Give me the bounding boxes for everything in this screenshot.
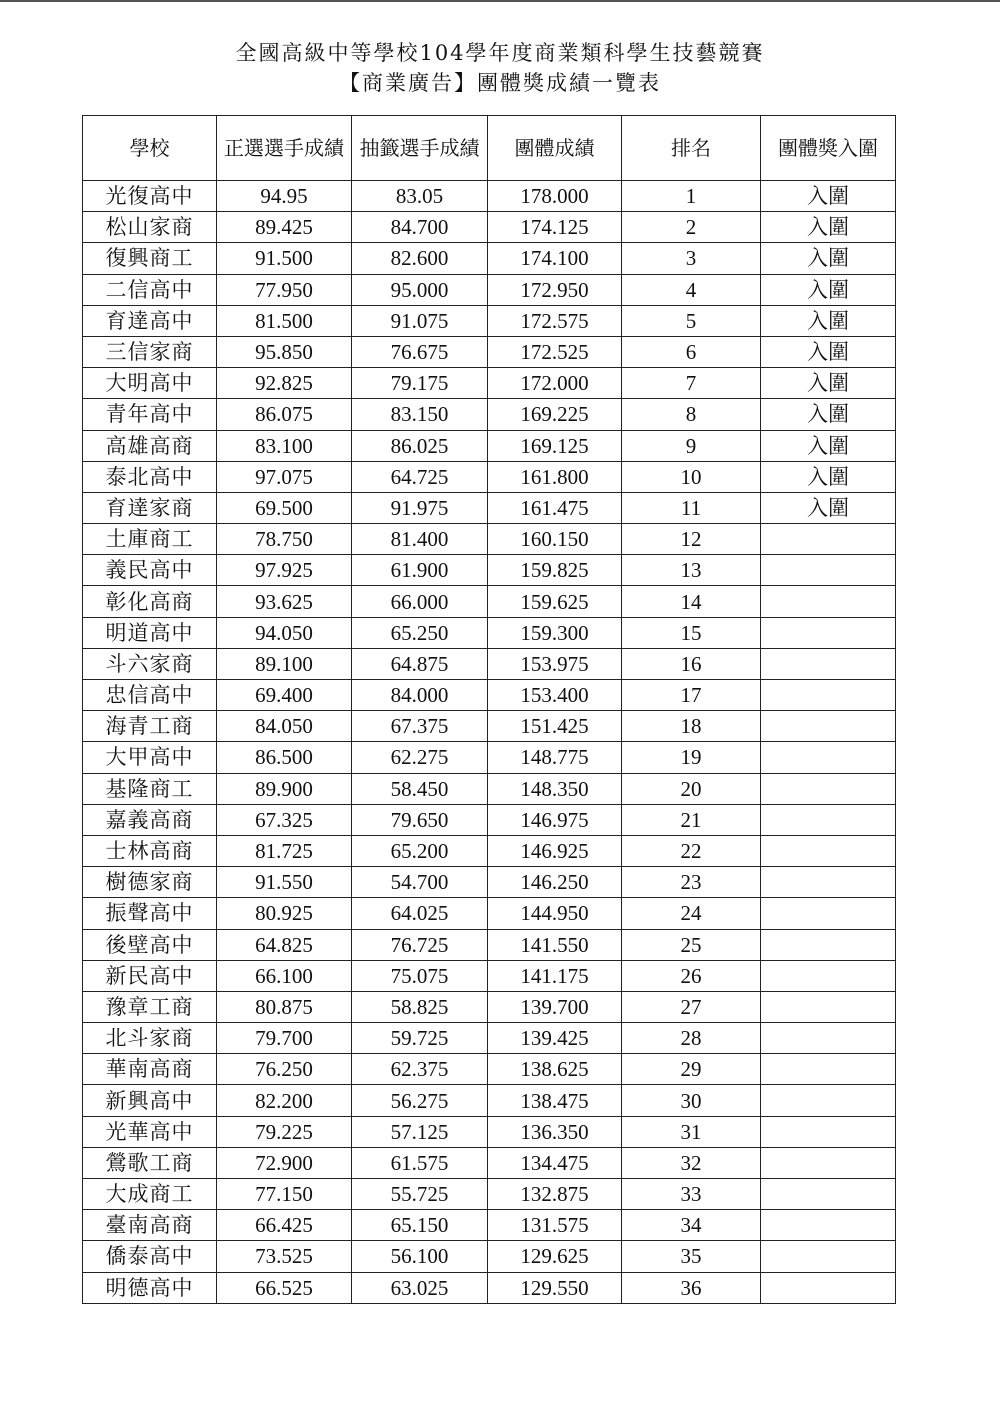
cell-school: 斗六家商 [83, 648, 217, 679]
table-row [83, 336, 896, 367]
cell-award: 入圍 [761, 430, 896, 461]
cell-award [761, 586, 896, 617]
cell-school: 明德高中 [83, 1272, 217, 1303]
cell-draw-score: 64.875 [352, 648, 488, 679]
cell-award: 入圍 [761, 368, 896, 399]
table-row [83, 524, 896, 555]
cell-team-score: 148.350 [488, 773, 622, 804]
cell-team-score: 178.000 [488, 181, 622, 212]
cell-rank: 1 [622, 181, 761, 212]
cell-rank: 11 [622, 492, 761, 523]
table-row [83, 835, 896, 866]
cell-draw-score: 62.275 [352, 742, 488, 773]
table-row [83, 742, 896, 773]
cell-school: 北斗家商 [83, 1023, 217, 1054]
cell-school: 士林高商 [83, 835, 217, 866]
cell-main-score: 80.925 [217, 898, 352, 929]
cell-draw-score: 66.000 [352, 586, 488, 617]
cell-school: 海青工商 [83, 711, 217, 742]
cell-team-score: 159.825 [488, 555, 622, 586]
table-row [83, 492, 896, 523]
cell-main-score: 76.250 [217, 1054, 352, 1085]
cell-main-score: 91.550 [217, 867, 352, 898]
table-row [83, 1147, 896, 1178]
cell-award: 入圍 [761, 305, 896, 336]
cell-team-score: 146.925 [488, 835, 622, 866]
header-award: 團體獎入圍 [761, 116, 896, 181]
cell-main-score: 92.825 [217, 368, 352, 399]
table-row [83, 181, 896, 212]
cell-school: 光華高中 [83, 1116, 217, 1147]
cell-school: 基隆商工 [83, 773, 217, 804]
cell-school: 忠信高中 [83, 680, 217, 711]
cell-team-score: 172.000 [488, 368, 622, 399]
cell-school: 樹德家商 [83, 867, 217, 898]
cell-main-score: 64.825 [217, 929, 352, 960]
cell-award: 入圍 [761, 243, 896, 274]
title-line-2: 【商業廣告】團體獎成績一覽表 [339, 71, 661, 95]
cell-main-score: 94.95 [217, 181, 352, 212]
cell-draw-score: 75.075 [352, 960, 488, 991]
cell-main-score: 83.100 [217, 430, 352, 461]
cell-award [761, 742, 896, 773]
cell-rank: 23 [622, 867, 761, 898]
cell-award [761, 1241, 896, 1272]
cell-award: 入圍 [761, 212, 896, 243]
cell-team-score: 161.475 [488, 492, 622, 523]
table-row [83, 1054, 896, 1085]
cell-main-score: 97.075 [217, 461, 352, 492]
cell-award [761, 898, 896, 929]
cell-rank: 25 [622, 929, 761, 960]
cell-main-score: 81.725 [217, 835, 352, 866]
cell-award [761, 1210, 896, 1241]
cell-school: 育達高中 [83, 305, 217, 336]
cell-rank: 2 [622, 212, 761, 243]
cell-award: 入圍 [761, 492, 896, 523]
table-row [83, 867, 896, 898]
cell-award [761, 1147, 896, 1178]
table-row [83, 461, 896, 492]
cell-team-score: 172.575 [488, 305, 622, 336]
cell-draw-score: 56.100 [352, 1241, 488, 1272]
cell-team-score: 136.350 [488, 1116, 622, 1147]
cell-main-score: 78.750 [217, 524, 352, 555]
cell-draw-score: 83.150 [352, 399, 488, 430]
cell-school: 彰化高商 [83, 586, 217, 617]
cell-award [761, 1085, 896, 1116]
cell-school: 三信家商 [83, 336, 217, 367]
cell-team-score: 134.475 [488, 1147, 622, 1178]
table-row [83, 399, 896, 430]
top-rule [0, 0, 1000, 2]
cell-rank: 15 [622, 617, 761, 648]
cell-award [761, 1116, 896, 1147]
cell-team-score: 141.550 [488, 929, 622, 960]
cell-award [761, 1023, 896, 1054]
cell-rank: 21 [622, 804, 761, 835]
cell-award [761, 648, 896, 679]
cell-draw-score: 55.725 [352, 1179, 488, 1210]
cell-school: 土庫商工 [83, 524, 217, 555]
cell-rank: 3 [622, 243, 761, 274]
cell-school: 復興商工 [83, 243, 217, 274]
cell-rank: 10 [622, 461, 761, 492]
cell-rank: 7 [622, 368, 761, 399]
cell-award [761, 617, 896, 648]
cell-draw-score: 76.675 [352, 336, 488, 367]
cell-main-score: 84.050 [217, 711, 352, 742]
cell-main-score: 79.225 [217, 1116, 352, 1147]
cell-team-score: 146.250 [488, 867, 622, 898]
cell-school: 豫章工商 [83, 991, 217, 1022]
cell-draw-score: 84.700 [352, 212, 488, 243]
cell-school: 光復高中 [83, 181, 217, 212]
cell-draw-score: 64.725 [352, 461, 488, 492]
cell-draw-score: 62.375 [352, 1054, 488, 1085]
cell-rank: 19 [622, 742, 761, 773]
cell-rank: 12 [622, 524, 761, 555]
cell-rank: 6 [622, 336, 761, 367]
table-row [83, 929, 896, 960]
cell-school: 華南高商 [83, 1054, 217, 1085]
cell-team-score: 159.625 [488, 586, 622, 617]
cell-award [761, 960, 896, 991]
table-row [83, 555, 896, 586]
cell-main-score: 67.325 [217, 804, 352, 835]
cell-school: 松山家商 [83, 212, 217, 243]
cell-draw-score: 82.600 [352, 243, 488, 274]
cell-draw-score: 61.900 [352, 555, 488, 586]
cell-main-score: 69.500 [217, 492, 352, 523]
table-row [83, 1210, 896, 1241]
cell-draw-score: 65.150 [352, 1210, 488, 1241]
header-team-score: 團體成績 [488, 116, 622, 181]
cell-draw-score: 91.975 [352, 492, 488, 523]
cell-award: 入圍 [761, 461, 896, 492]
header-school: 學校 [83, 116, 217, 181]
table-row [83, 711, 896, 742]
cell-team-score: 138.475 [488, 1085, 622, 1116]
cell-draw-score: 58.450 [352, 773, 488, 804]
cell-school: 泰北高中 [83, 461, 217, 492]
cell-school: 青年高中 [83, 399, 217, 430]
header-draw-score: 抽籤選手成績 [352, 116, 488, 181]
cell-draw-score: 83.05 [352, 181, 488, 212]
cell-team-score: 169.125 [488, 430, 622, 461]
cell-rank: 36 [622, 1272, 761, 1303]
cell-school: 大成商工 [83, 1179, 217, 1210]
cell-main-score: 81.500 [217, 305, 352, 336]
cell-rank: 13 [622, 555, 761, 586]
cell-draw-score: 81.400 [352, 524, 488, 555]
cell-school: 大甲高中 [83, 742, 217, 773]
cell-main-score: 89.425 [217, 212, 352, 243]
cell-team-score: 174.125 [488, 212, 622, 243]
table-row [83, 305, 896, 336]
cell-draw-score: 91.075 [352, 305, 488, 336]
score-table [82, 115, 896, 1304]
document-title [0, 38, 1000, 98]
table-row [83, 617, 896, 648]
cell-main-score: 95.850 [217, 336, 352, 367]
cell-draw-score: 86.025 [352, 430, 488, 461]
cell-award [761, 1179, 896, 1210]
cell-draw-score: 84.000 [352, 680, 488, 711]
cell-award: 入圍 [761, 181, 896, 212]
cell-award [761, 929, 896, 960]
cell-award [761, 867, 896, 898]
cell-draw-score: 57.125 [352, 1116, 488, 1147]
cell-team-score: 148.775 [488, 742, 622, 773]
cell-team-score: 131.575 [488, 1210, 622, 1241]
cell-draw-score: 79.650 [352, 804, 488, 835]
cell-main-score: 77.150 [217, 1179, 352, 1210]
cell-rank: 27 [622, 991, 761, 1022]
cell-school: 新興高中 [83, 1085, 217, 1116]
cell-draw-score: 67.375 [352, 711, 488, 742]
cell-team-score: 146.975 [488, 804, 622, 835]
cell-award [761, 773, 896, 804]
cell-school: 嘉義高商 [83, 804, 217, 835]
title-line-1: 全國高級中等學校104學年度商業類科學生技藝競賽 [235, 41, 765, 65]
cell-team-score: 159.300 [488, 617, 622, 648]
cell-rank: 5 [622, 305, 761, 336]
cell-main-score: 66.425 [217, 1210, 352, 1241]
table-row [83, 1241, 896, 1272]
cell-award [761, 680, 896, 711]
cell-rank: 34 [622, 1210, 761, 1241]
cell-team-score: 153.400 [488, 680, 622, 711]
cell-rank: 20 [622, 773, 761, 804]
cell-rank: 8 [622, 399, 761, 430]
header-rank: 排名 [622, 116, 761, 181]
cell-school: 後壁高中 [83, 929, 217, 960]
cell-main-score: 86.075 [217, 399, 352, 430]
cell-team-score: 174.100 [488, 243, 622, 274]
cell-main-score: 79.700 [217, 1023, 352, 1054]
cell-team-score: 161.800 [488, 461, 622, 492]
cell-main-score: 66.100 [217, 960, 352, 991]
cell-award [761, 835, 896, 866]
cell-award [761, 1272, 896, 1303]
cell-team-score: 169.225 [488, 399, 622, 430]
cell-team-score: 151.425 [488, 711, 622, 742]
table-row [83, 430, 896, 461]
cell-award [761, 991, 896, 1022]
cell-main-score: 93.625 [217, 586, 352, 617]
table-row [83, 212, 896, 243]
cell-main-score: 80.875 [217, 991, 352, 1022]
cell-main-score: 73.525 [217, 1241, 352, 1272]
cell-school: 明道高中 [83, 617, 217, 648]
header-row [83, 116, 896, 181]
cell-draw-score: 65.200 [352, 835, 488, 866]
cell-main-score: 91.500 [217, 243, 352, 274]
cell-team-score: 172.525 [488, 336, 622, 367]
cell-team-score: 160.150 [488, 524, 622, 555]
table-row [83, 804, 896, 835]
cell-rank: 32 [622, 1147, 761, 1178]
cell-award: 入圍 [761, 336, 896, 367]
cell-school: 義民高中 [83, 555, 217, 586]
cell-team-score: 153.975 [488, 648, 622, 679]
cell-team-score: 141.175 [488, 960, 622, 991]
cell-rank: 9 [622, 430, 761, 461]
cell-rank: 22 [622, 835, 761, 866]
cell-draw-score: 76.725 [352, 929, 488, 960]
cell-team-score: 138.625 [488, 1054, 622, 1085]
cell-main-score: 94.050 [217, 617, 352, 648]
cell-draw-score: 64.025 [352, 898, 488, 929]
cell-school: 僑泰高中 [83, 1241, 217, 1272]
cell-rank: 14 [622, 586, 761, 617]
cell-team-score: 172.950 [488, 274, 622, 305]
cell-school: 臺南高商 [83, 1210, 217, 1241]
cell-main-score: 69.400 [217, 680, 352, 711]
table-row [83, 368, 896, 399]
table-row [83, 274, 896, 305]
cell-school: 鶯歌工商 [83, 1147, 217, 1178]
table-row [83, 991, 896, 1022]
cell-school: 育達家商 [83, 492, 217, 523]
cell-award: 入圍 [761, 274, 896, 305]
cell-team-score: 139.700 [488, 991, 622, 1022]
cell-school: 大明高中 [83, 368, 217, 399]
cell-award: 入圍 [761, 399, 896, 430]
cell-rank: 18 [622, 711, 761, 742]
cell-main-score: 89.100 [217, 648, 352, 679]
cell-school: 高雄高商 [83, 430, 217, 461]
table-row [83, 1272, 896, 1303]
table-header [83, 116, 896, 181]
cell-draw-score: 79.175 [352, 368, 488, 399]
cell-main-score: 89.900 [217, 773, 352, 804]
cell-team-score: 144.950 [488, 898, 622, 929]
cell-main-score: 82.200 [217, 1085, 352, 1116]
header-main-score: 正選選手成績 [217, 116, 352, 181]
cell-rank: 24 [622, 898, 761, 929]
cell-rank: 4 [622, 274, 761, 305]
cell-main-score: 97.925 [217, 555, 352, 586]
cell-rank: 26 [622, 960, 761, 991]
cell-rank: 31 [622, 1116, 761, 1147]
table-row [83, 1085, 896, 1116]
cell-draw-score: 65.250 [352, 617, 488, 648]
cell-team-score: 129.550 [488, 1272, 622, 1303]
cell-school: 二信高中 [83, 274, 217, 305]
cell-draw-score: 58.825 [352, 991, 488, 1022]
cell-main-score: 77.950 [217, 274, 352, 305]
cell-award [761, 1054, 896, 1085]
cell-main-score: 66.525 [217, 1272, 352, 1303]
table-row [83, 1023, 896, 1054]
cell-draw-score: 61.575 [352, 1147, 488, 1178]
cell-main-score: 72.900 [217, 1147, 352, 1178]
cell-rank: 28 [622, 1023, 761, 1054]
table-row [83, 1116, 896, 1147]
cell-team-score: 129.625 [488, 1241, 622, 1272]
cell-award [761, 711, 896, 742]
table-row [83, 648, 896, 679]
cell-award [761, 524, 896, 555]
table-row [83, 586, 896, 617]
cell-team-score: 132.875 [488, 1179, 622, 1210]
cell-school: 新民高中 [83, 960, 217, 991]
cell-award [761, 555, 896, 586]
cell-rank: 30 [622, 1085, 761, 1116]
cell-draw-score: 59.725 [352, 1023, 488, 1054]
table-row [83, 960, 896, 991]
cell-school: 振聲高中 [83, 898, 217, 929]
cell-rank: 29 [622, 1054, 761, 1085]
cell-draw-score: 54.700 [352, 867, 488, 898]
cell-rank: 35 [622, 1241, 761, 1272]
table-row [83, 680, 896, 711]
cell-rank: 17 [622, 680, 761, 711]
cell-main-score: 86.500 [217, 742, 352, 773]
table-row [83, 243, 896, 274]
cell-draw-score: 56.275 [352, 1085, 488, 1116]
cell-team-score: 139.425 [488, 1023, 622, 1054]
table-body [83, 181, 896, 1304]
cell-rank: 33 [622, 1179, 761, 1210]
table-row [83, 773, 896, 804]
cell-rank: 16 [622, 648, 761, 679]
cell-draw-score: 63.025 [352, 1272, 488, 1303]
cell-draw-score: 95.000 [352, 274, 488, 305]
table-row [83, 1179, 896, 1210]
cell-award [761, 804, 896, 835]
table-row [83, 898, 896, 929]
